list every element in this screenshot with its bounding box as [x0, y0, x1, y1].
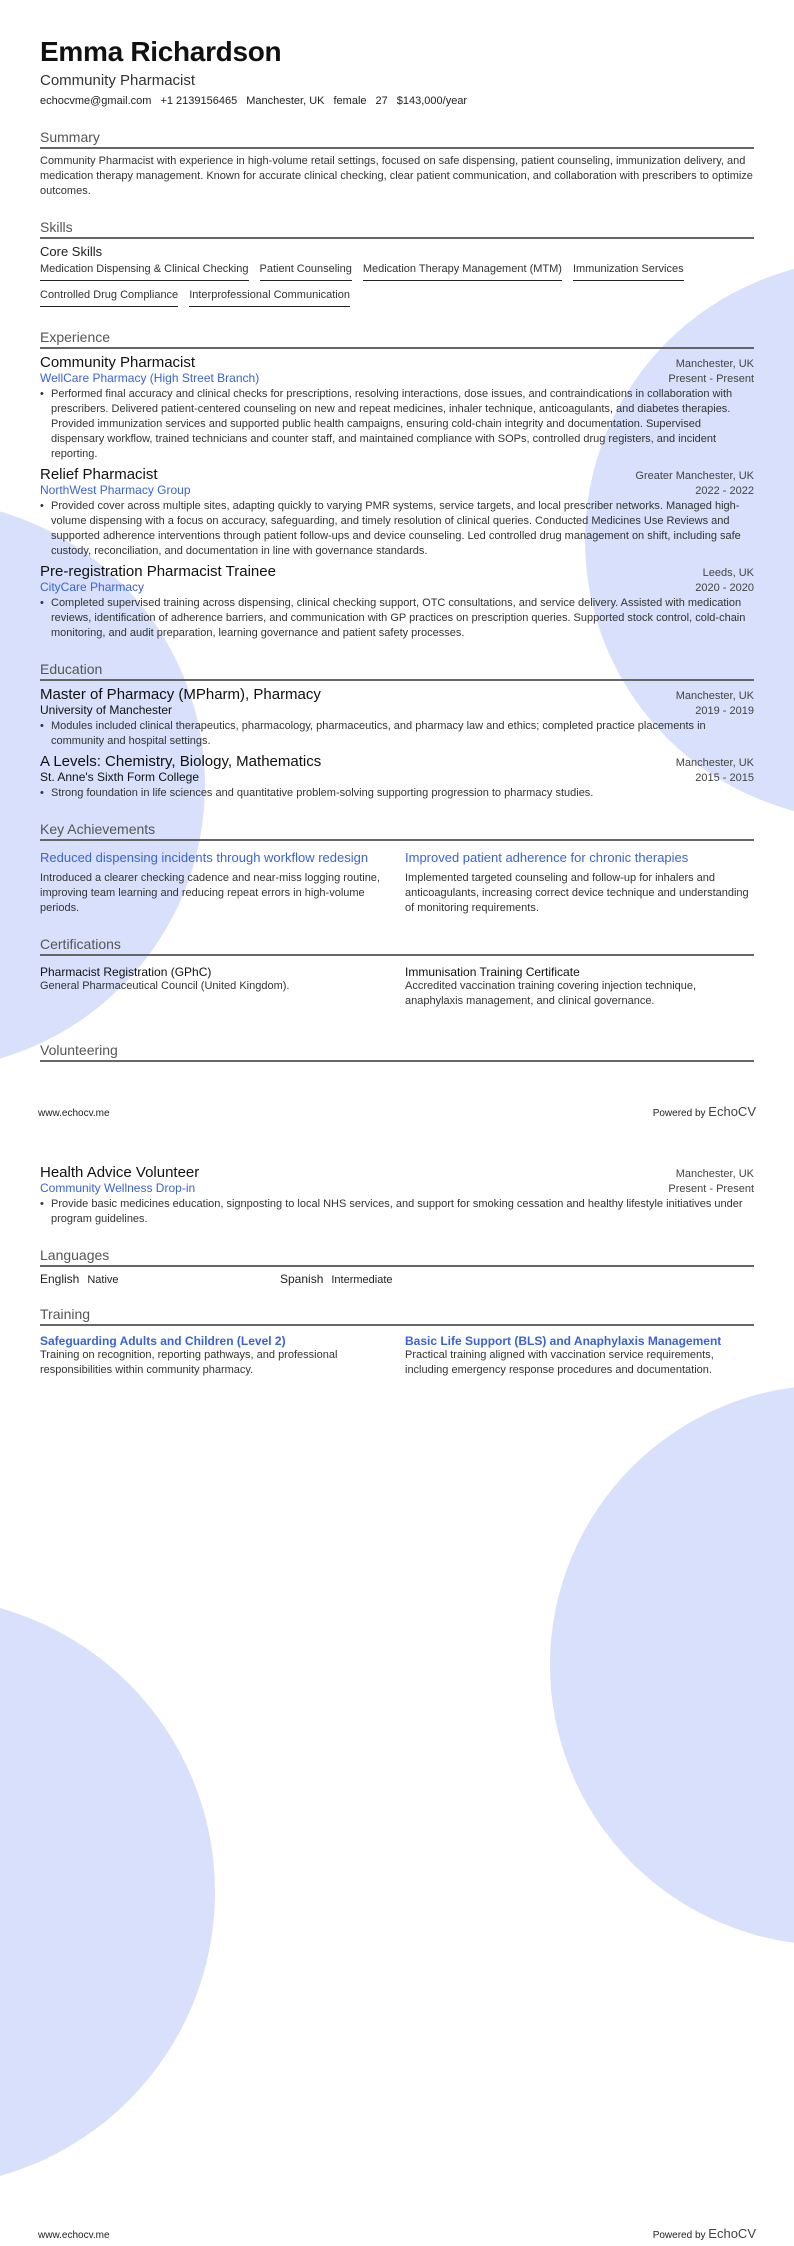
employer: WellCare Pharmacy (High Street Branch)	[40, 371, 260, 385]
job-location: Manchester, UK	[675, 358, 754, 370]
section-heading: Volunteering	[40, 1042, 754, 1062]
job-title: Community Pharmacist	[40, 354, 196, 371]
school: St. Anne's Sixth Form College	[40, 770, 200, 784]
volunteer-location: Manchester, UK	[675, 1168, 754, 1180]
training-title: Safeguarding Adults and Children (Level 2)	[40, 1334, 286, 1348]
education-entry	[40, 753, 754, 801]
training-title: Basic Life Support (BLS) and Anaphylaxis Management	[405, 1334, 722, 1348]
job-location: Greater Manchester, UK	[635, 470, 754, 482]
achievement	[40, 846, 389, 916]
training-text: Practical training aligned with vaccination service requirements, including emergency response procedures and documentation.	[405, 1349, 714, 1376]
skill-group-title: Core Skills	[40, 244, 103, 259]
achievement-title: Improved patient adherence for chronic therapies	[405, 850, 689, 865]
job-dates: 2020 - 2020	[695, 582, 754, 594]
language-item	[40, 1272, 280, 1286]
certification-text: Accredited vaccination training covering injection technique, anaphylaxis management, and clinical governance.	[405, 980, 697, 1007]
skills-section	[40, 219, 754, 315]
school: University of Manchester	[40, 703, 173, 717]
achievement-text: Introduced a clearer checking cadence and near-miss logging routine, improving team learning and reducing repeat errors in high-volume periods.	[40, 872, 380, 914]
section-heading: Certifications	[40, 936, 754, 956]
footer-url[interactable]: www.echocv.me	[38, 2230, 110, 2241]
page-footer	[38, 2226, 756, 2241]
languages-section	[40, 1247, 754, 1286]
phone: +1 2139156465	[160, 95, 238, 107]
certification	[405, 961, 754, 1009]
achievement-title: Reduced dispensing incidents through workflow redesign	[40, 850, 369, 865]
skill-chip: Medication Dispensing & Clinical Checking	[40, 263, 249, 281]
skill-chip: Medication Therapy Management (MTM)	[363, 263, 562, 281]
volunteering-entry	[40, 1164, 754, 1227]
volunteering-heading-block	[40, 1042, 754, 1067]
brand-logo: EchoCV	[708, 1104, 756, 1119]
job-title: Relief Pharmacist	[40, 466, 158, 483]
section-heading: Key Achievements	[40, 821, 754, 841]
education-bullet: • Modules included clinical therapeutics, pharmacology, pharmaceutics, and pharmacy law and ethics; completed practice placements in community and hospital settings.	[40, 719, 754, 749]
skill-chip: Patient Counseling	[260, 263, 352, 281]
job-bullet: • Performed final accuracy and clinical checks for prescriptions, resolving interactions, dose issues, and contraindications in collaboration with prescribers. Delivered patient-centered counseling on new and repeat medicines, inhaler technique, anticoagulants, and diabetes therapies. Provided immunization services and supported public health campaigns, ensuring cold-chain integrity and documentation. Supervised dispensary workflow, trained technicians and counter staff, and maintained compliance with SOPs, controlled drug registers, and incident reporting.	[40, 387, 754, 462]
volunteer-dates: Present - Present	[668, 1183, 754, 1195]
summary-text: Community Pharmacist with experience in high-volume retail settings, focused on safe dispensing, patient counseling, immunization delivery, and medication therapy management. Known for accurate clinical checking, clear patient communication, and collaboration with prescribers to optimize outcomes.	[40, 155, 753, 197]
job-title: Pre-registration Pharmacist Trainee	[40, 563, 276, 580]
page-footer	[38, 1104, 756, 1119]
training-text: Training on recognition, reporting pathways, and professional responsibilities within community pharmacy.	[40, 1349, 338, 1376]
certification-title: Pharmacist Registration (GPhC)	[40, 965, 212, 979]
experience-entry	[40, 563, 754, 641]
language-name: Spanish	[280, 1272, 324, 1286]
language-item	[280, 1272, 520, 1286]
achievements-section	[40, 821, 754, 916]
education-bullet: • Strong foundation in life sciences and quantitative problem-solving supporting progression to pharmacy studies.	[40, 786, 754, 801]
section-heading: Education	[40, 661, 754, 681]
job-bullet: • Provided cover across multiple sites, adapting quickly to varying PMR systems, service targets, and local prescriber networks. Managed high-volume dispensing with a focus on accuracy, safeguarding, and timely resolution of clinical queries. Conducted Medicines Use Reviews and supported adherence interventions through patient follow-ups and device counseling. Led controlled drug management on shift, including safe custody, reconciliation, and documentation in line with governance standards.	[40, 499, 754, 559]
salary: $143,000/year	[396, 95, 468, 107]
powered-by: Powered by	[652, 1108, 706, 1119]
job-dates: Present - Present	[668, 373, 754, 385]
powered-by: Powered by	[652, 2230, 706, 2241]
skill-chip: Immunization Services	[573, 263, 684, 281]
footer-url[interactable]: www.echocv.me	[38, 1108, 110, 1119]
candidate-name: Emma Richardson	[40, 36, 282, 67]
education-entry	[40, 686, 754, 749]
section-heading: Skills	[40, 219, 754, 239]
education-dates: 2019 - 2019	[695, 705, 754, 717]
decorative-circle	[0, 1597, 215, 2187]
job-location: Leeds, UK	[702, 567, 754, 579]
education-dates: 2015 - 2015	[695, 772, 754, 784]
employer: CityCare Pharmacy	[40, 580, 145, 594]
candidate-title: Community Pharmacist	[40, 72, 196, 89]
achievement	[405, 846, 754, 916]
job-dates: 2022 - 2022	[695, 485, 754, 497]
decorative-circle	[550, 1385, 794, 1945]
section-heading: Languages	[40, 1247, 754, 1267]
language-level: Intermediate	[331, 1274, 393, 1286]
location: Manchester, UK	[246, 95, 325, 107]
age: 27	[375, 95, 388, 107]
school-location: Manchester, UK	[675, 690, 754, 702]
school-location: Manchester, UK	[675, 757, 754, 769]
job-bullet: • Completed supervised training across dispensing, clinical checking support, OTC consultations, and service delivery. Assisted with medication reviews, identification of adherence barriers, and communication with GP practices on prescription queries. Supported stock control, cold-chain monitoring, and audit preparation, learning governance and patient safety processes.	[40, 596, 754, 641]
email[interactable]: echocvme@gmail.com	[40, 95, 152, 107]
language-level: Native	[87, 1274, 119, 1286]
brand-logo: EchoCV	[708, 2226, 756, 2241]
training-item	[40, 1331, 389, 1378]
employer: NorthWest Pharmacy Group	[40, 483, 191, 497]
certification-text: General Pharmaceutical Council (United Kingdom).	[40, 980, 290, 992]
training-item	[405, 1331, 754, 1378]
summary-section	[40, 129, 754, 199]
certification	[40, 961, 389, 1009]
training-section	[40, 1306, 754, 1378]
skill-chip: Interprofessional Communication	[189, 289, 350, 307]
degree: A Levels: Chemistry, Biology, Mathematics	[40, 753, 322, 770]
certification-title: Immunisation Training Certificate	[405, 965, 580, 979]
contact-line	[40, 95, 754, 107]
gender: female	[333, 95, 367, 107]
degree: Master of Pharmacy (MPharm), Pharmacy	[40, 686, 321, 703]
experience-entry	[40, 354, 754, 462]
page-1-content	[40, 36, 754, 1009]
experience-section	[40, 329, 754, 641]
volunteer-bullet: • Provide basic medicines education, signposting to local NHS services, and support for smoking cessation and healthy lifestyle initiatives under program guidelines.	[40, 1197, 754, 1227]
language-name: English	[40, 1272, 80, 1286]
page-2-content	[40, 1160, 754, 1378]
volunteer-org: Community Wellness Drop-in	[40, 1181, 196, 1195]
education-section	[40, 661, 754, 801]
certifications-section	[40, 936, 754, 1009]
achievement-text: Implemented targeted counseling and follow-up for inhalers and anticoagulants, increasing correct device technique and understanding of monitoring requirements.	[405, 872, 749, 914]
section-heading: Summary	[40, 129, 754, 149]
section-heading: Experience	[40, 329, 754, 349]
section-heading: Training	[40, 1306, 754, 1326]
volunteer-role: Health Advice Volunteer	[40, 1164, 200, 1181]
experience-entry	[40, 466, 754, 559]
skill-chip: Controlled Drug Compliance	[40, 289, 178, 307]
